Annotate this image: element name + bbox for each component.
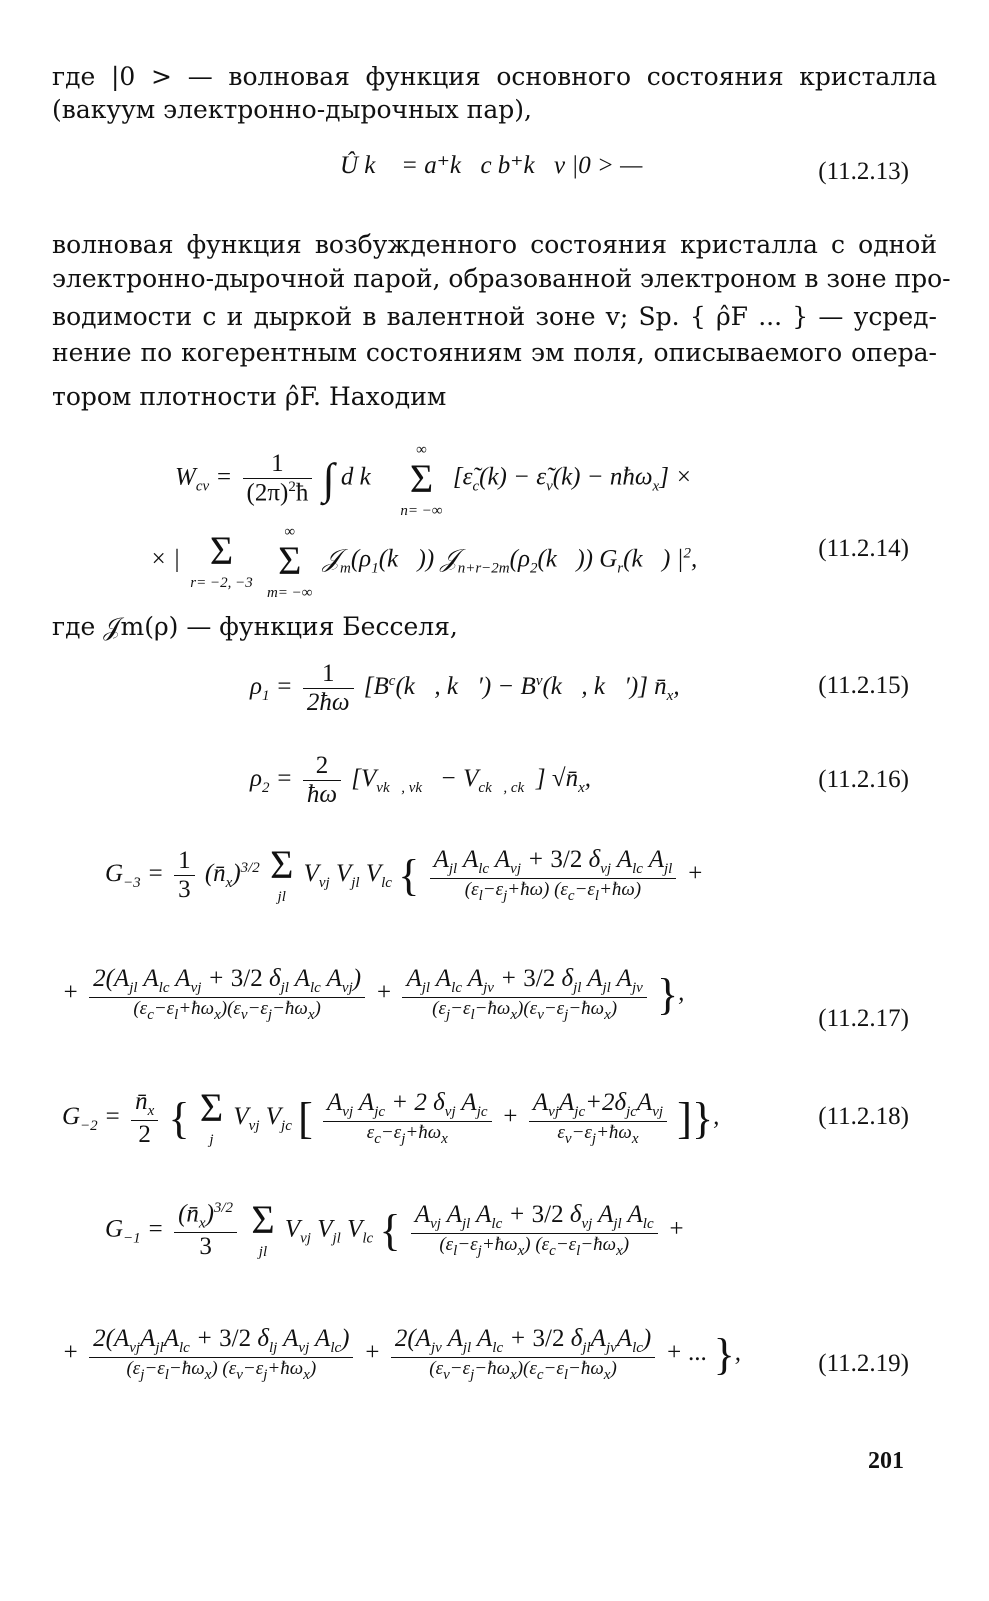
equation-11-2-18: $G_{-2}$ = $\frac{n̄_x}{2}$ { Σ j $V_{vj}$ $V_{jc}$ [ $\frac{A_{vj} A_{jc} + 2 \delta_{vj} A_{jc}}{\varepsilon_c-\varepsilon_j+ħ\omega_x}$ + $\frac{A_{vj}A_{jc}+2\delta_{jc}A_{vj}}{\varepsilon_v-\varepsilon_j+ħ\omega_x}$ ]},	[62, 1085, 720, 1148]
equation-number-11-2-17: (11.2.17)	[818, 1005, 909, 1032]
equation-number-11-2-13: (11.2.13)	[818, 158, 909, 185]
text-line-2: (вакуум электронно-дырочных пар),	[52, 95, 532, 124]
text-line-3: волновая функция возбужденного состояния кристалла с одной	[52, 230, 937, 259]
equation-11-2-19-line-1: $G_{-1}$ = $\frac{(n̄_x)^{3/2}}{3}$ Σ jl $V_{vj}$ $V_{jl}$ $V_{lc}$ { $\frac{A_{vj} A_{jl} A_{lc} + 3/2 \delta_{vj} A_{jl} A_{lc}}{(\varepsilon_l-\varepsilon_j+ħ\omega_x) (\varepsilon_c-\varepsilon_l-ħ\omega_x)}$ +	[105, 1197, 685, 1261]
equation-number-11-2-15: (11.2.15)	[818, 672, 909, 699]
page-number: 201	[868, 1448, 904, 1474]
equation-11-2-19-line-2: + $\frac{2(A_{vj}A_{jl}A_{lc} + 3/2 \delta_{lj} A_{vj} A_{lc})}{(\varepsilon_j-\varepsilon_l-ħ\omega_x) (\varepsilon_v-\varepsilon_j+ħ\omega_x)}$ + $\frac{2(A_{jv} A_{jl} A_{lc} + 3/2 \delta_{jl}A_{jv}A_{lc})}{(\varepsilon_v-\varepsilon_j-ħ\omega_x)(\varepsilon_c-\varepsilon_l-ħ\omega_x)}$ + ... },	[62, 1325, 741, 1383]
text-line-6: нение по когерентным состояниям эм поля, описываемого опера-	[52, 338, 937, 367]
equation-number-11-2-18: (11.2.18)	[818, 1103, 909, 1130]
equation-11-2-13: Û k⃗ = a⁺k⃗c b⁺k⃗v |0 > —	[340, 152, 643, 179]
text-line-1: где |0 > — волновая функция основного состояния кристалла	[52, 62, 937, 91]
equation-11-2-17-line-1: $G_{-3}$ = $\frac{1}{3}$ $(n̄_x)^{3/2}$ Σ jl $V_{vj}$ $V_{jl}$ $V_{lc}$ { $\frac{A_{jl} A_{lc} A_{vj} + 3/2 \delta_{vj} A_{lc} A_{jl}}{(\varepsilon_l-\varepsilon_j+ħ\omega) (\varepsilon_c-\varepsilon_l+ħ\omega)}$ +	[105, 842, 704, 905]
equation-number-11-2-19: (11.2.19)	[818, 1350, 909, 1377]
equation-number-11-2-14: (11.2.14)	[818, 535, 909, 562]
equation-11-2-14-line-1: $W_{cv}$ = $\frac{1}{(2\pi)^2ħ}$ ∫ d k⃗ ∞ Σ n= −∞ [$\varepsiloñ_c(k)$ − $\varepsiloñ_v(k)$ − nħω$_x$] ×	[175, 442, 693, 519]
equation-11-2-17-line-2: + $\frac{2(A_{jl} A_{lc} A_{vj} + 3/2 \delta_{jl} A_{lc} A_{vj})}{(\varepsilon_c-\varepsilon_l+ħ\omega_x)(\varepsilon_v-\varepsilon_j-ħ\omega_x)}$ + $\frac{A_{jl} A_{lc} A_{jv} + 3/2 \delta_{jl} A_{jl} A_{jv}}{(\varepsilon_j-\varepsilon_l-ħ\omega_x)(\varepsilon_v-\varepsilon_j-ħ\omega_x)}$ },	[62, 965, 685, 1023]
text-line-8: где 𝒥m(ρ) — функция Бесселя,	[52, 612, 458, 641]
equation-number-11-2-16: (11.2.16)	[818, 766, 909, 793]
text-line-7: тором плотности ρ̂F. Находим	[52, 382, 447, 411]
equation-11-2-14-line-2: × | Σ r= −2, −3 ∞ Σ m= −∞ $𝒥_m(\rho_1(k⃗))$ $𝒥_{n+r-2m}(\rho_2(k⃗))$ $G_r(k⃗)$ $|^2$,	[150, 524, 698, 601]
text-line-4: электронно-дырочной парой, образованной электроном в зоне про-	[52, 264, 951, 293]
equation-11-2-15: $\rho_1$ = $\frac{1}{2ħ\omega}$ [$B^c(k⃗$, k⃗′) − $B^v(k⃗$, k⃗′)] $n̄_x$,	[250, 660, 680, 716]
text-line-5: водимости c и дыркой в валентной зоне v; Sp. { ρ̂F ... } — усред-	[52, 302, 937, 331]
equation-11-2-16: $\rho_2$ = $\frac{2}{ħ\omega}$ $[V_{vk⃗, vk⃗} - V_{ck⃗, ck⃗}]$ $√n̄_x$,	[250, 752, 591, 808]
